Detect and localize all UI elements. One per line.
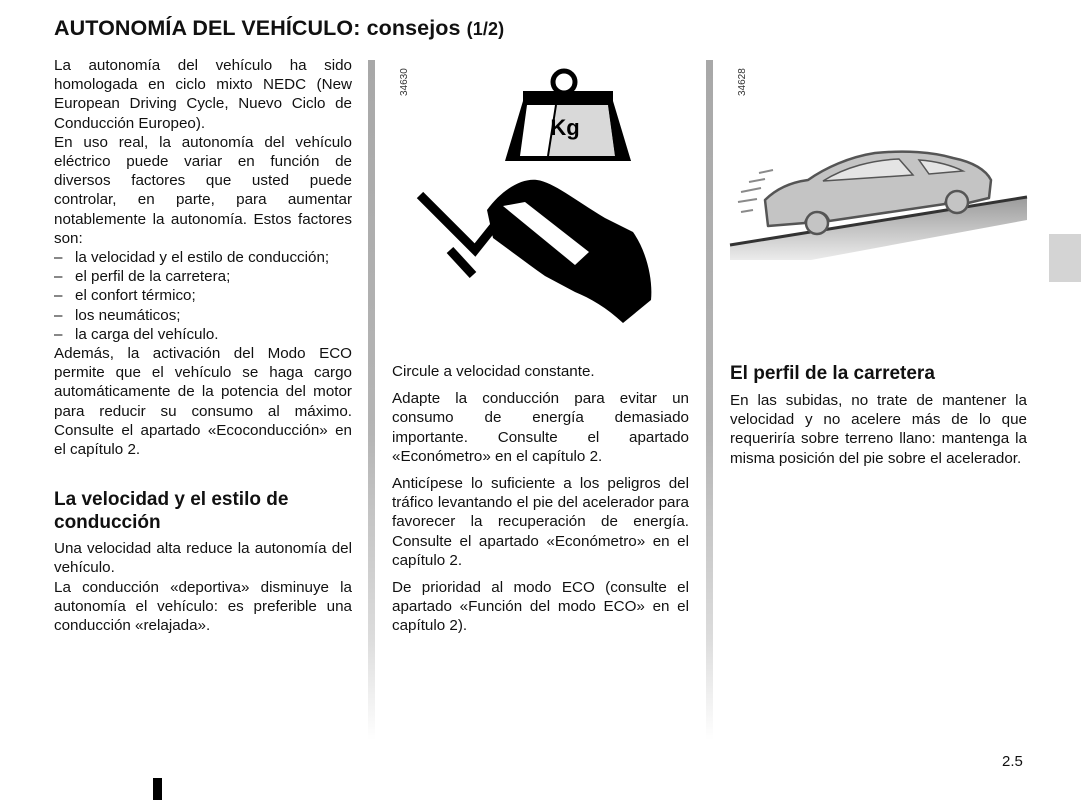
list-item: – la velocidad y el estilo de conducción; (54, 248, 352, 267)
pedal-icon (420, 195, 495, 275)
weight-and-pedal-illustration (375, 60, 706, 360)
eco-mode-paragraph: Además, la activación del Modo ECO permite que el vehículo se haga cargo automáticamente de la potencia del motor para reducir su consumo al máximo. Consulte el apartado «Ecoconducción» en el capítulo 2. (54, 345, 352, 459)
section-tab (1049, 234, 1081, 282)
constant-speed-paragraph: Circule a velocidad constante. (392, 363, 595, 380)
weight-icon (505, 71, 631, 161)
real-use-paragraph: En uso real, la autonomía del vehículo eléctrico puede variar en función de diversos factores que usted puede controlar, en parte, para aumentar notablemente la autonomía. Estos factores son: (54, 133, 352, 247)
factors-list (54, 248, 352, 344)
eco-priority-paragraph: De prioridad al modo ECO (consulte el apartado «Función del modo ECO» en el capítulo 2). (392, 579, 689, 635)
column-divider-bar (368, 60, 375, 740)
list-item: – la carga del vehículo. (54, 325, 352, 344)
car-on-slope-illustration (713, 60, 1033, 260)
list-item: – el perfil de la carretera; (54, 267, 352, 286)
list-item: – los neumáticos; (54, 306, 352, 325)
column-3 (730, 362, 1027, 468)
list-item: – el confort térmico; (54, 286, 352, 305)
weight-label: Kg (550, 115, 580, 140)
road-profile-paragraph: En las subidas, no trate de mantener la velocidad y no acelere más de lo que requeriría sobre terreno llano: mantenga la misma posición del pie sobre el acelerador. (730, 392, 1027, 467)
anticipate-paragraph: Anticípese lo suficiente a los peligros del tráfico levantando el pie del acelerador para favorecer la recuperación de energía. Consulte el apartado «Económetro» en el capítulo 2. (392, 475, 689, 569)
adapt-driving-paragraph: Adapte la conducción para evitar un consumo de energía demasiado importante. Consulte el apartado «Económetro» en el capítulo 2. (392, 390, 689, 465)
figure-number: 34630 (399, 68, 410, 96)
eco-driving-figure (375, 60, 706, 360)
road-profile-heading: El perfil de la carretera (730, 363, 935, 384)
crop-mark (153, 778, 162, 800)
page-title-main: AUTONOMÍA DEL VEHÍCULO: consejos (54, 16, 461, 40)
intro-paragraph: La autonomía del vehículo ha sido homologada en ciclo mixto NEDC (New European Driving Cycle, Nuevo Ciclo de Conducción Europeo). (54, 57, 352, 132)
speed-paragraph-2: La conducción «deportiva» disminuye la autonomía el vehículo: es preferible una conducción «relajada». (54, 578, 352, 635)
column-divider-bar (706, 60, 713, 740)
page-number: 2.5 (1002, 753, 1023, 770)
road-profile-figure (713, 60, 1033, 260)
page-title-suffix: (1/2) (466, 19, 505, 39)
page-title (54, 16, 504, 41)
speed-paragraph-1: Una velocidad alta reduce la autonomía del vehículo. (54, 540, 352, 577)
speed-section-heading: La velocidad y el estilo de conducción (54, 489, 289, 534)
column-2 (392, 362, 689, 644)
column-1 (54, 56, 352, 635)
figure-number: 34628 (737, 68, 748, 96)
foot-icon (487, 180, 651, 323)
